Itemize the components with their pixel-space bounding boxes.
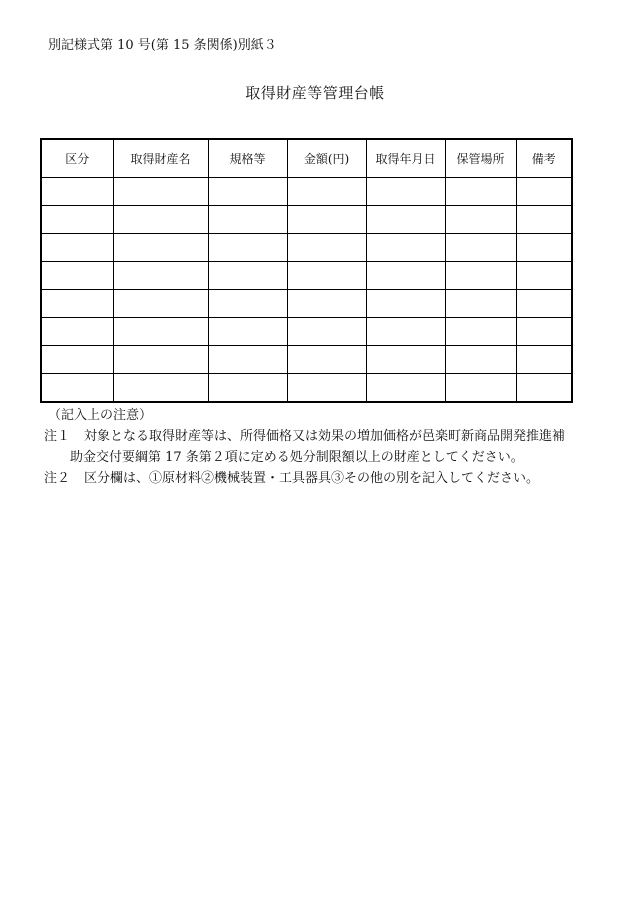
- table-header-row: [41, 139, 572, 178]
- table-cell[interactable]: [445, 206, 516, 234]
- column-header-storage-location: 保管場所: [445, 139, 516, 178]
- table-cell[interactable]: [516, 290, 572, 318]
- table-cell[interactable]: [41, 178, 113, 206]
- table-row: [41, 290, 572, 318]
- note-label: 注１: [44, 429, 71, 444]
- table-cell[interactable]: [516, 206, 572, 234]
- note-item: [44, 468, 604, 489]
- table-cell[interactable]: [287, 178, 366, 206]
- column-header-amount: 金額(円): [287, 139, 366, 178]
- table-cell[interactable]: [287, 346, 366, 374]
- table-cell[interactable]: [113, 234, 208, 262]
- table-cell[interactable]: [445, 374, 516, 403]
- note-label: 注２: [44, 471, 71, 486]
- table-cell[interactable]: [113, 346, 208, 374]
- table-cell[interactable]: [445, 262, 516, 290]
- table-cell[interactable]: [208, 262, 287, 290]
- table-cell[interactable]: [113, 206, 208, 234]
- table-row: [41, 374, 572, 403]
- table-row: [41, 206, 572, 234]
- table-cell[interactable]: [41, 290, 113, 318]
- table-cell[interactable]: [445, 318, 516, 346]
- table-cell[interactable]: [366, 374, 445, 403]
- table-cell[interactable]: [113, 290, 208, 318]
- table-cell[interactable]: [366, 262, 445, 290]
- notes-section: [44, 405, 604, 489]
- table-cell[interactable]: [445, 234, 516, 262]
- table-cell[interactable]: [366, 206, 445, 234]
- table-cell[interactable]: [113, 262, 208, 290]
- column-header-remarks: 備考: [516, 139, 572, 178]
- table-row: [41, 178, 572, 206]
- table-cell[interactable]: [208, 374, 287, 403]
- table-row: [41, 262, 572, 290]
- table-cell[interactable]: [41, 374, 113, 403]
- table-cell[interactable]: [366, 318, 445, 346]
- table-cell[interactable]: [113, 318, 208, 346]
- table-cell[interactable]: [287, 290, 366, 318]
- table-cell[interactable]: [208, 318, 287, 346]
- table-cell[interactable]: [287, 206, 366, 234]
- notes-heading: （記入上の注意）: [48, 408, 153, 423]
- table-row: [41, 346, 572, 374]
- table-cell[interactable]: [287, 234, 366, 262]
- table-cell[interactable]: [516, 346, 572, 374]
- table-cell[interactable]: [516, 234, 572, 262]
- table-cell[interactable]: [516, 178, 572, 206]
- table-cell[interactable]: [366, 290, 445, 318]
- table-cell[interactable]: [41, 262, 113, 290]
- table-cell[interactable]: [516, 262, 572, 290]
- table-cell[interactable]: [41, 318, 113, 346]
- table-cell[interactable]: [287, 318, 366, 346]
- table-cell[interactable]: [41, 206, 113, 234]
- note-text: 区分欄は、①原材料②機械装置・工具器具③その他の別を記入してください。: [84, 471, 540, 486]
- column-header-category: 区分: [41, 139, 113, 178]
- table-cell[interactable]: [445, 290, 516, 318]
- column-header-acquisition-date: 取得年月日: [366, 139, 445, 178]
- table-row: [41, 234, 572, 262]
- table-cell[interactable]: [516, 374, 572, 403]
- table-cell[interactable]: [516, 318, 572, 346]
- table-cell[interactable]: [208, 206, 287, 234]
- table-cell[interactable]: [208, 178, 287, 206]
- table-cell[interactable]: [41, 346, 113, 374]
- note-item: [44, 426, 604, 447]
- note-continuation: 助金交付要綱第 17 条第２項に定める処分制限額以上の財産としてください。: [70, 450, 524, 465]
- table-cell[interactable]: [41, 234, 113, 262]
- table-cell[interactable]: [287, 262, 366, 290]
- table-cell[interactable]: [113, 374, 208, 403]
- asset-ledger-table: [40, 138, 573, 403]
- table-cell[interactable]: [208, 290, 287, 318]
- table-cell[interactable]: [287, 374, 366, 403]
- column-header-asset-name: 取得財産名: [113, 139, 208, 178]
- page-title: 取得財産等管理台帳: [245, 84, 385, 102]
- table-cell[interactable]: [208, 234, 287, 262]
- table-cell[interactable]: [445, 346, 516, 374]
- table-cell[interactable]: [208, 346, 287, 374]
- note-text: 対象となる取得財産等は、所得価格又は効果の増加価格が邑楽町新商品開発推進補: [84, 429, 566, 444]
- form-reference: 別記様式第 10 号(第 15 条関係)別紙３: [48, 38, 277, 53]
- column-header-specification: 規格等: [208, 139, 287, 178]
- table-cell[interactable]: [445, 178, 516, 206]
- table-cell[interactable]: [113, 178, 208, 206]
- table-cell[interactable]: [366, 234, 445, 262]
- table-cell[interactable]: [366, 178, 445, 206]
- table-cell[interactable]: [366, 346, 445, 374]
- table-row: [41, 318, 572, 346]
- table-body: [41, 178, 572, 403]
